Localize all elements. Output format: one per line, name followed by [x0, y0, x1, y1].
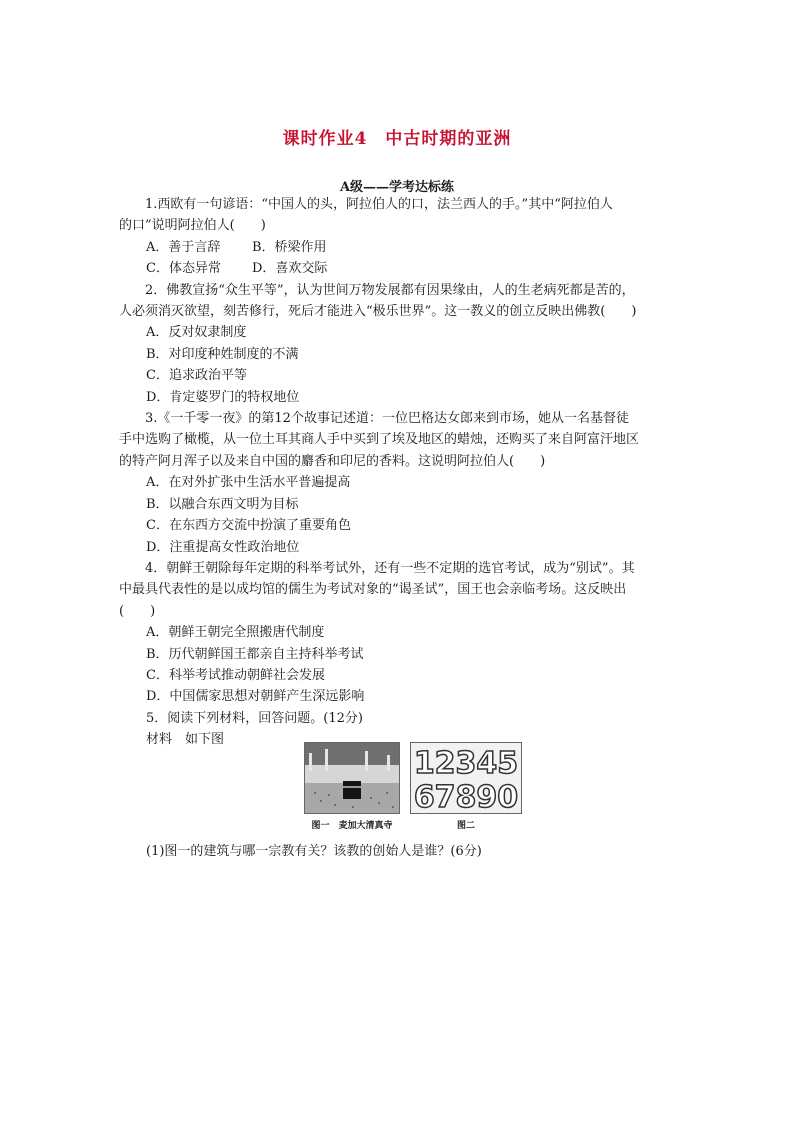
q3-option-c: C．在东西方交流中扮演了重要角色 — [146, 518, 351, 534]
q5-material-label: 材料 如下图 — [146, 732, 225, 748]
digits-row-1: 12345 — [413, 746, 519, 781]
q2-option-b: B．对印度种姓制度的不满 — [146, 346, 299, 362]
q3-option-b: B．以融合东西文明为目标 — [146, 496, 299, 512]
q1-option-a: A．善于言辞 — [146, 239, 221, 255]
q1-option-c: C．体态异常 — [146, 261, 221, 277]
q1-options-row2 — [119, 258, 679, 279]
q2-option-d: D．肯定婆罗门的特权地位 — [146, 389, 300, 405]
q1-stem-line2: 的口”说明阿拉伯人( ) — [119, 218, 266, 234]
q4-option-c: C．科举考试推动朝鲜社会发展 — [146, 667, 325, 683]
q1-options-row1 — [119, 237, 679, 258]
q1-option-b: B．桥梁作用 — [252, 239, 327, 255]
mecca-mosque-photo — [304, 742, 400, 814]
q2-option-a: A．反对奴隶制度 — [146, 325, 247, 341]
section-heading: A级——学考达标练 — [339, 180, 455, 195]
q4-option-b: B．历代朝鲜国王都亲自主持科举考试 — [146, 646, 364, 662]
q4-stem-line2: 中最具代表性的是以成均馆的儒生为考试对象的“谒圣试”，国王也会亲临考场。这反映出 — [119, 582, 627, 598]
question-list — [119, 194, 679, 751]
q3-stem-line2: 手中选购了橄榄，从一位土耳其商人手中买到了埃及地区的蜡烛，还购买了来自阿富汗地区 — [119, 432, 640, 448]
mecca-mosque-illustration — [305, 743, 399, 813]
q4-option-d: D．中国儒家思想对朝鲜产生深远影响 — [146, 689, 365, 705]
q3-stem-line3: 的特产阿月浑子以及来自中国的麝香和印尼的香料。这说明阿拉伯人( ) — [119, 453, 546, 469]
page-title: 课时作业4 中古时期的亚洲 — [282, 129, 512, 149]
q5-subquestion-1: (1)图一的建筑与哪一宗教有关？该教的创始人是谁？(6分) — [146, 844, 482, 859]
q4-stem-line1: 4．朝鲜王朝除每年定期的科举考试外，还有一些不定期的选官考试，成为“别试”。其 — [145, 560, 635, 576]
q2-stem-line2: 人必须消灭欲望，刻苦修行，死后才能进入“极乐世界”。这一教义的创立反映出佛教( ) — [119, 304, 637, 320]
q4-stem-line3: ( ) — [119, 603, 156, 619]
q5-figures — [304, 742, 520, 832]
digits-row-2: 67890 — [413, 780, 519, 813]
q3-option-d: D．注重提高女性政治地位 — [146, 539, 300, 555]
q1-stem-line1: 1.西欧有一句谚语：“中国人的头，阿拉伯人的口，法兰西人的手。”其中“阿拉伯人 — [145, 197, 613, 212]
q2-option-c: C．追求政治平等 — [146, 368, 247, 384]
q5-stem: 5．阅读下列材料，回答问题。(12分) — [146, 710, 363, 726]
q4-option-a: A．朝鲜王朝完全照搬唐代制度 — [146, 625, 325, 641]
fig1-caption: 图一 麦加大清真寺 — [311, 821, 393, 831]
q1-option-d: D．喜欢交际 — [252, 261, 328, 277]
fig2-caption: 图二 — [456, 821, 475, 831]
q3-option-a: A．在对外扩张中生活水平普遍提高 — [146, 475, 351, 491]
q2-stem-line1: 2．佛教宣扬“众生平等”，认为世间万物发展都有因果缘由，人的生老病死都是苦的， — [145, 282, 635, 298]
arabic-numerals-picture — [410, 742, 522, 814]
q3-stem-line1: 3.《一千零一夜》的第12个故事记述道：一位巴格达女郎来到市场，她从一名基督徒 — [145, 411, 629, 427]
numerals-illustration — [411, 743, 521, 813]
